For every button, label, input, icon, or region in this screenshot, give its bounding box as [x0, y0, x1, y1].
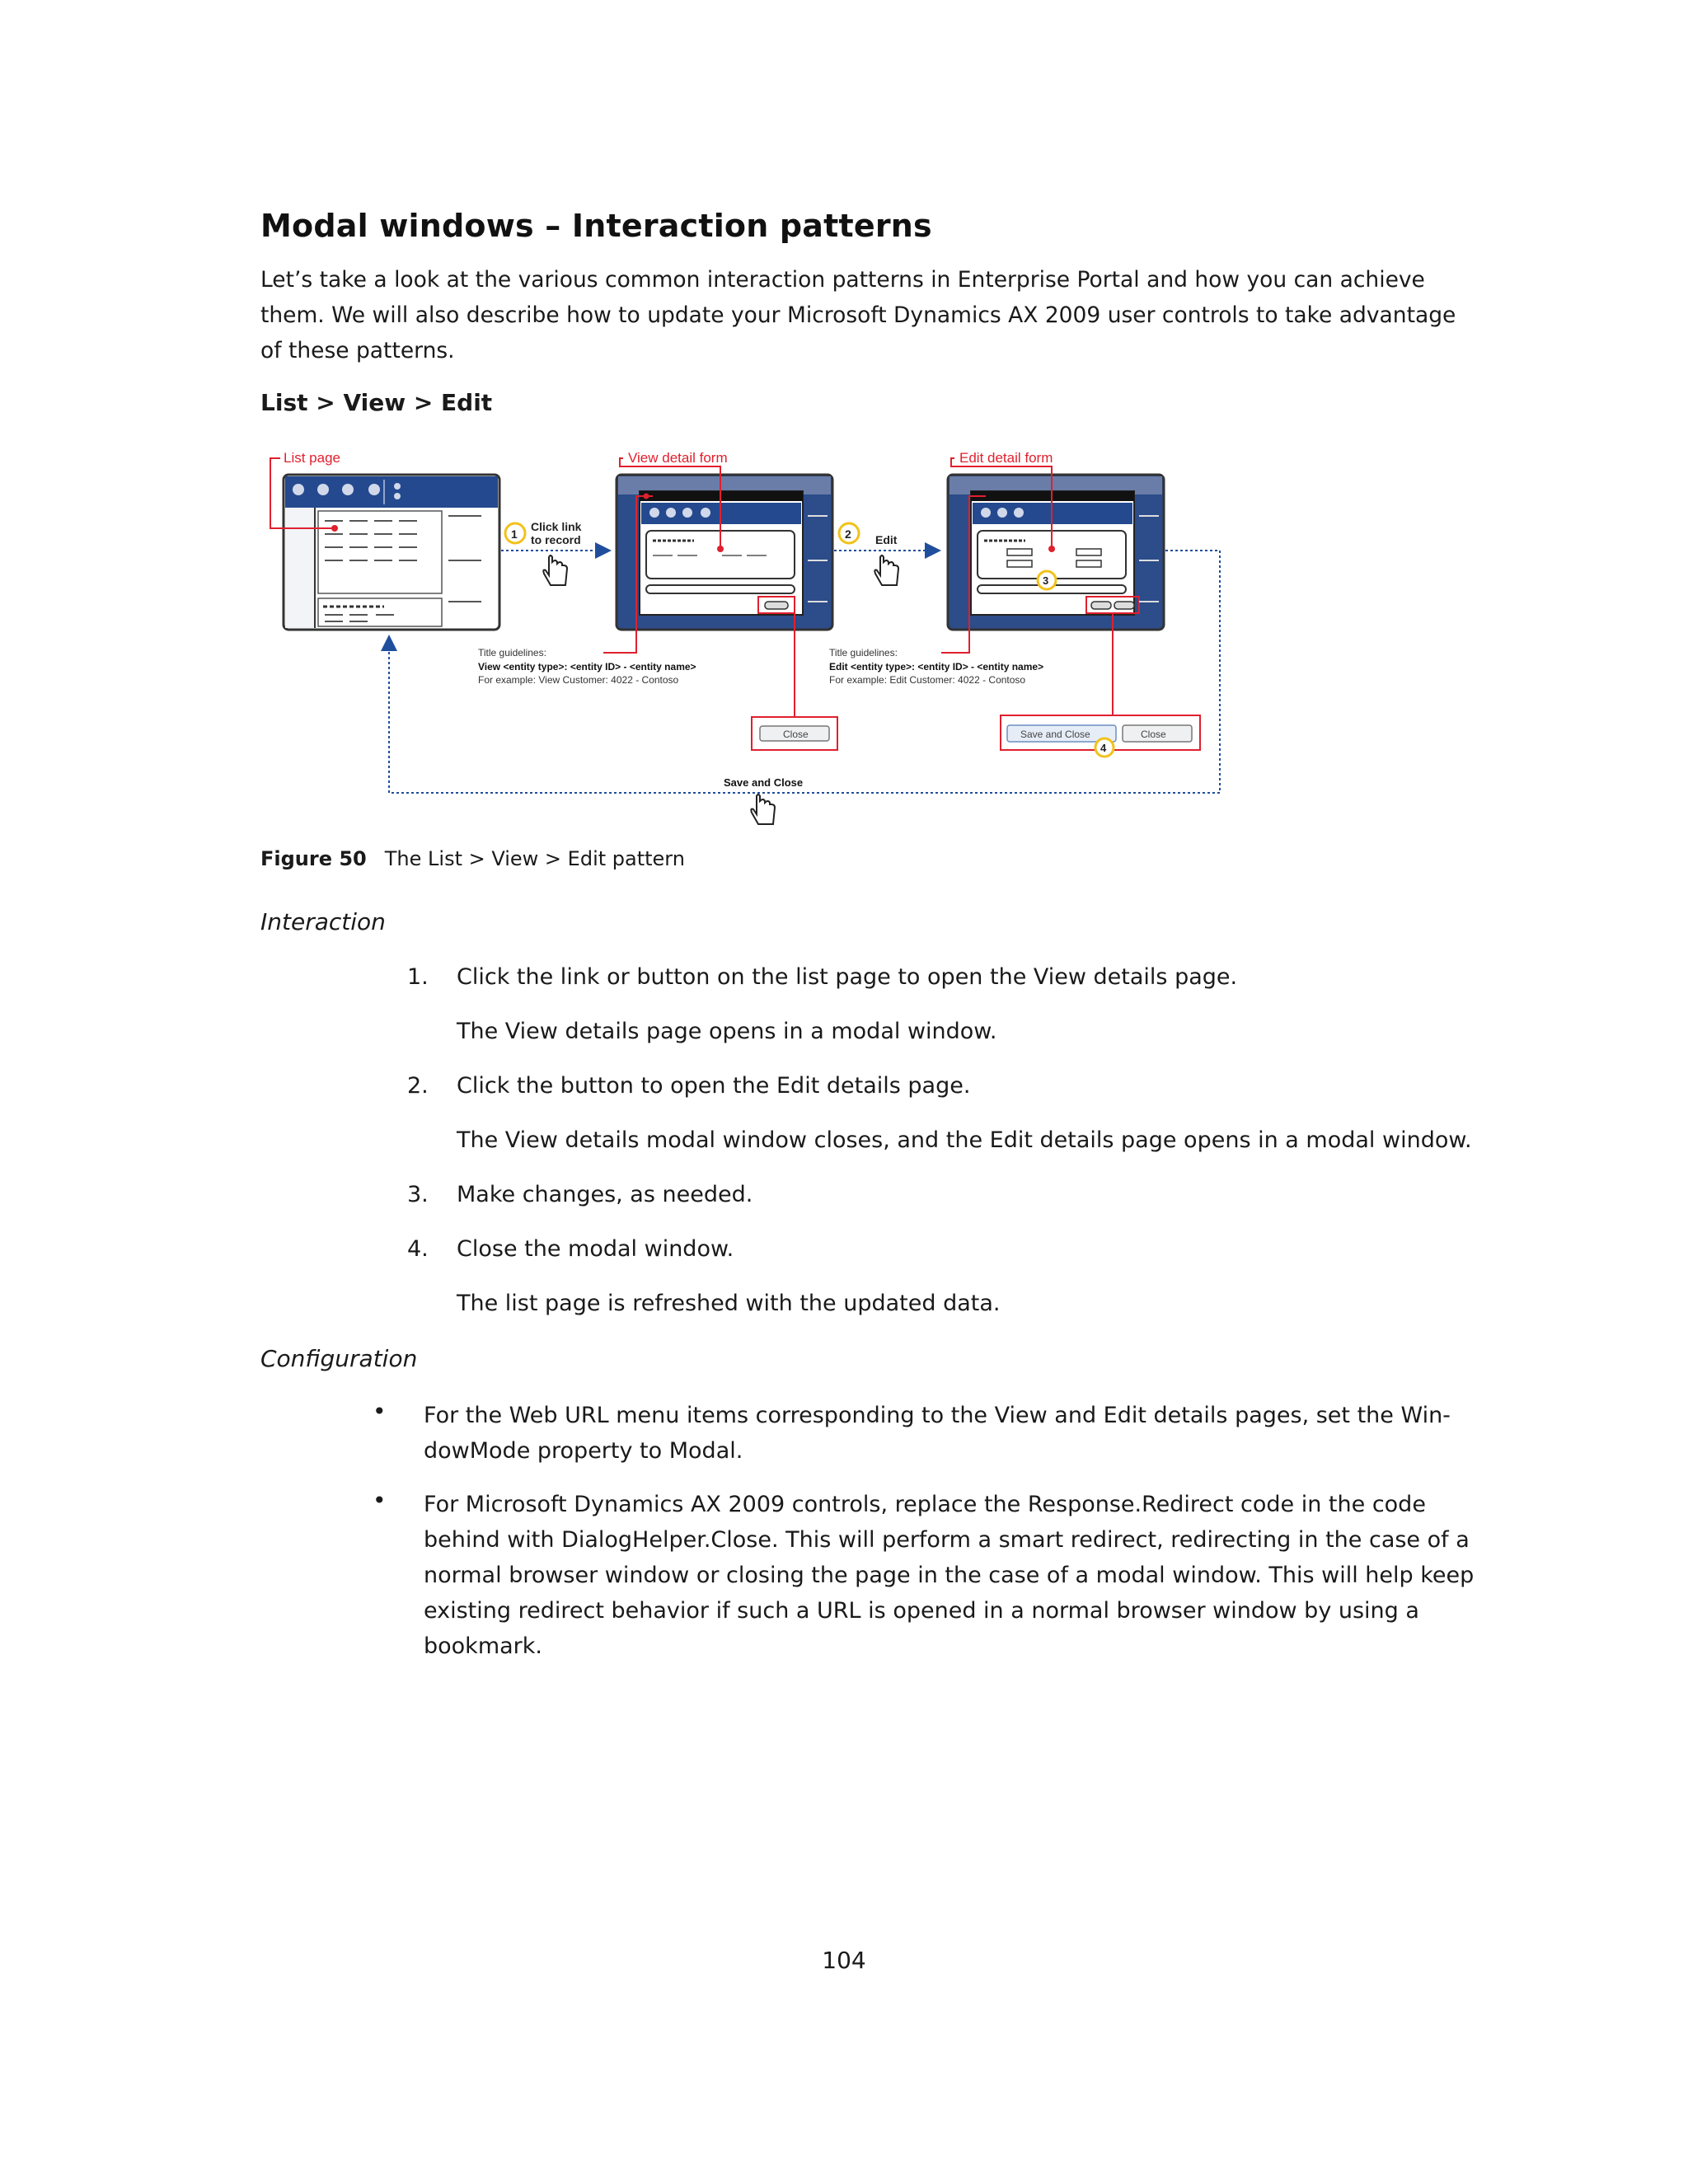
hand-cursor-icon-3 [751, 794, 775, 824]
configuration-heading: Configuration [260, 1345, 418, 1372]
edit-detail-window [941, 458, 1164, 653]
bullet-icon: • [373, 1398, 387, 1425]
bullet-text: For Microsoft Dynamics AX 2009 controls, replace the Response.Redirect code in the code behind with DialogHelper.Close. This will perform a smart redirect, redirecting in the case of a normal browser window or closing the page in the case of a modal window. This will help keep existing redirect behavior if such a URL is opened in a normal browser window by using a bookmark. [424, 1492, 1475, 1659]
view-form-label: View detail form [628, 450, 728, 466]
hand-cursor-icon-2 [874, 555, 898, 585]
view-title-guidelines-header: Title guidelines: [478, 647, 546, 658]
bullet-icon: • [373, 1487, 387, 1514]
figure-diagram [260, 445, 1233, 832]
step-note: The list page is refreshed with the updated data. [457, 1291, 1001, 1316]
step-text: Make changes, as needed. [457, 1182, 753, 1207]
step-2-label: Edit [875, 533, 898, 546]
close-button-callout-2: Close [1141, 729, 1166, 740]
view-title-guidelines-pattern: View <entity type>: <entity ID> - <entity name> [478, 661, 696, 673]
step-3-marker: 3 [1043, 574, 1049, 587]
figure-caption-label: Figure 50 [260, 847, 367, 870]
step-number: 3. [407, 1182, 429, 1207]
figure-caption-text: The List > View > Edit pattern [384, 847, 685, 870]
intro-paragraph: Let’s take a look at the various common interaction patterns in Enterprise Portal and how you can achieve them. We will also describe how to update your Microsoft Dynamics AX 2009 user controls to take advantage of these patterns. [260, 267, 1456, 363]
bullet-text: For the Web URL menu items corresponding to the View and Edit details pages, set the Win-dowMode property to Modal. [424, 1403, 1451, 1464]
list-page-label: List page [284, 450, 340, 466]
step-4-marker: 4 [1100, 742, 1107, 754]
hand-cursor-icon [543, 555, 567, 585]
edit-title-guidelines-example: For example: Edit Customer: 4022 - Contoso [829, 674, 1026, 686]
step-note: The View details page opens in a modal window. [457, 1019, 997, 1044]
step-text: Click the link or button on the list page to open the View details page. [457, 964, 1238, 990]
view-detail-window [603, 458, 832, 653]
step-number: 1. [407, 964, 429, 990]
page-number: 104 [822, 1947, 866, 1974]
section-subheading: List > View > Edit [260, 389, 493, 416]
step-1-label-b: to record [531, 533, 581, 546]
close-button-callout: Close [783, 729, 809, 740]
view-title-guidelines-example: For example: View Customer: 4022 - Contoso [478, 674, 679, 686]
edit-title-guidelines-header: Title guidelines: [829, 647, 898, 658]
page-title: Modal windows – Interaction patterns [260, 208, 932, 244]
step-1-label-a: Click link [531, 520, 582, 533]
step-note: The View details modal window closes, and the Edit details page opens in a modal window. [457, 1127, 1472, 1153]
step-1-marker: 1 [511, 527, 518, 541]
edit-form-label: Edit detail form [959, 450, 1053, 466]
step-2-marker: 2 [845, 527, 851, 541]
step-number: 2. [407, 1073, 429, 1099]
interaction-heading: Interaction [260, 908, 386, 935]
save-and-close-callout: Save and Close [1020, 729, 1090, 740]
list-page-window [270, 458, 499, 630]
step-number: 4. [407, 1236, 429, 1262]
step-text: Click the button to open the Edit details page. [457, 1073, 971, 1099]
figure-caption [260, 847, 685, 870]
step-text: Close the modal window. [457, 1236, 734, 1262]
return-label: Save and Close [724, 776, 804, 789]
edit-title-guidelines-pattern: Edit <entity type>: <entity ID> - <entity name> [829, 661, 1044, 673]
